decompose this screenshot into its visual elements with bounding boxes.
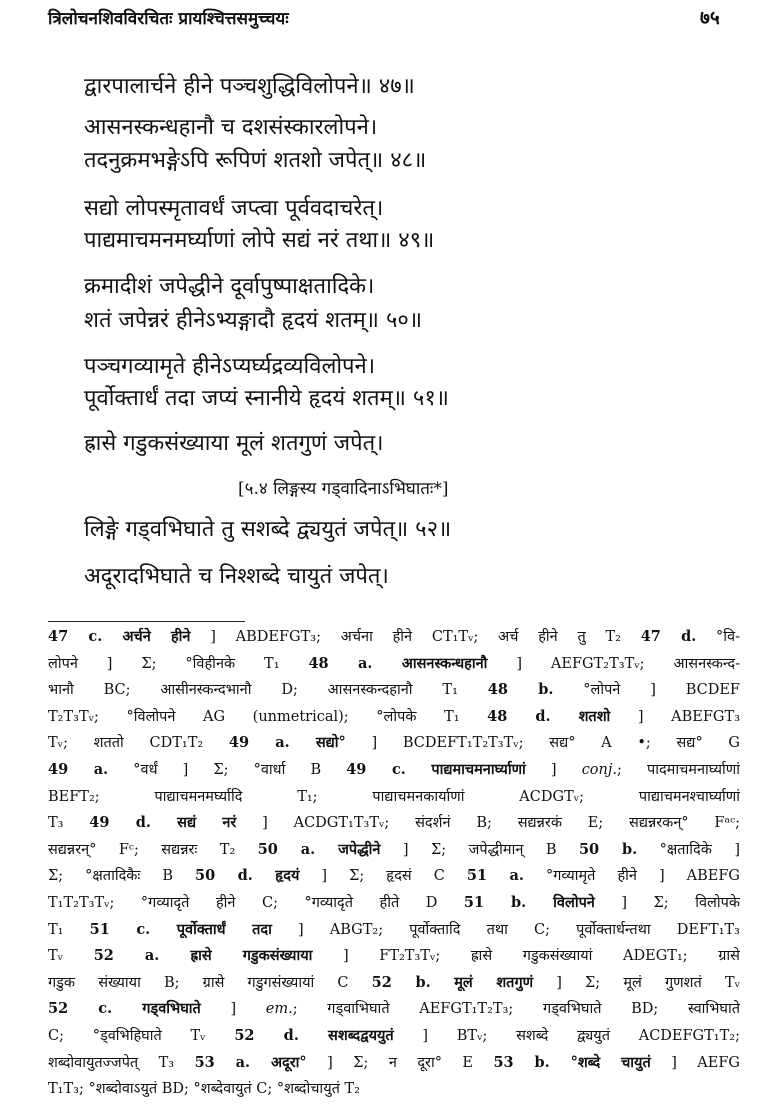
variant-text: सद्यन्नरन्° Fᶜ; सद्यन्नरः T₂ [48,841,258,858]
footnote-line [48,1079,740,1101]
lemma: 49 a. सद्यो° [228,734,346,752]
footnote-line [48,1026,740,1048]
page-number: ७५ [700,7,720,29]
footnote-line [48,973,740,995]
lemma: 47 d. [640,628,697,645]
variant-text: शब्दोवायुतज्जपेत् T₃ [48,1054,195,1071]
variant-text: ] Σ; जपेद्धीमान् B [380,841,579,858]
variant-text: ] [200,1001,266,1018]
running-header-title: त्रिलोचनशिवविरचितः प्रायश्चित्तसमुच्चयः [48,9,289,29]
footnote-line [48,813,740,835]
verse-line: सद्यो लोपस्मृतावर्धं जप्त्वा पूर्ववदाचरेत्। [84,196,384,221]
variant-text: ] BCDEFT₁T₂T₃Tᵥ; सद्य° A •; सद्य° G [345,735,740,752]
verse-line: तदनुक्रमभङ्गेऽपि रूपिणं शतशो जपेत्॥ ४८॥ [84,148,427,173]
footnote-line [48,787,740,809]
variant-text: ; गड्वाभिघाते AEFGT₁T₂T₃; गड्वभिघाते BD; स्वाभिघाते [292,1001,740,1018]
lemma: 51 c. पूर्वोक्तार्धं तदा [89,920,272,938]
variant-text: T₁ [48,921,90,938]
lemma: 50 d. हृदयं [195,867,300,885]
footnote-line [48,999,740,1021]
footnote-line [48,840,740,862]
variant-text: ; पादमाचमनार्घ्याणां [616,762,740,778]
variant-text: Σ; °क्षतादिकैः B [48,868,196,885]
verse-line: अदूरादभिघाते च निश्शब्दे चायुतं जपेत्। [84,564,389,589]
variant-text: conj. [581,762,617,778]
footnote-divider [48,621,245,622]
variant-text: °गव्यामृते हीने ] ABEFG [523,868,740,885]
footnote-line [48,760,740,782]
footnote-line [48,946,740,968]
verse-line: पूर्वोक्तार्धं तदा जप्यं स्नानीये हृदयं शतम्॥ ५१॥ [84,386,449,411]
variant-text: T₁T₃; °शब्दोवाऽयुतं BD; °शब्देवायुतं C; °शब्दोचायुतं T₂ [48,1081,360,1098]
variant-text: ] FT₂T₃Tᵥ; ह्रासे गडुकसंख्यायां ADEGT₁; ग्रासे [312,948,740,965]
variant-text: ] Σ; न दूरा° E [306,1054,494,1071]
variant-text: ] Σ; हृदसं C [299,868,467,885]
section-heading: [५.४ लिङ्गस्य गड्वादिनाऽभिघातः*] [238,479,449,499]
verse-line: आसनस्कन्धहानौ च दशसंस्कारलोपने। [84,115,378,140]
lemma: 49 a. [48,761,109,778]
footnote-line [48,680,740,702]
variant-text: ] AEFGT₂T₃Tᵥ; आसनस्कन्द- [487,655,740,672]
variant-text: ] ABEFGT₃ [610,708,740,725]
variant-text: BEFT₂; पाद्याचमनमर्घ्यादि T₁; पाद्याचमनकार्याणां ACDGTᵥ; पाद्याचमनश्चार्घ्याणां [48,788,740,805]
variant-text: ] [525,762,582,778]
footnote-line [48,866,740,888]
lemma: 50 b. [578,840,638,858]
variant-text: Tᵥ; शततो CDT₁T₂ [48,735,229,752]
verse-line: क्रमादीशं जपेद्धीने दूर्वापुष्पाक्षतादिके। [84,274,375,299]
variant-text: T₃ [48,815,90,832]
variant-text: T₂T₃Tᵥ; °विलोपने AG (unmetrical); °लोपके T₁ [48,708,488,725]
lemma: 53 b. °शब्दे चायुतं [493,1053,651,1071]
variant-text: ] Σ; विलोपके [594,895,740,911]
lemma: 48 a. आसनस्कन्धहानौ [308,654,488,672]
variant-text: गडुक संख्याया B; ग्रासे गडुगसंख्यायां C [48,974,372,991]
lemma: 51 a. [466,867,524,885]
variant-text: लोपने ] Σ; °विहीनके T₁ [48,655,309,672]
variant-text: °वि- [696,629,740,645]
footnote-line [48,1053,740,1075]
lemma: 52 d. सशब्दद्वययुतं [234,1027,394,1044]
lemma: 49 c. पाद्यमाचमनार्घ्याणां [346,761,526,778]
lemma: 47 c. अर्चने हीने [48,628,191,645]
variant-text: °लोपने ] BCDEF [553,682,740,699]
footnote-line [48,707,740,729]
verse-line: ह्रासे गडुकसंख्याया मूलं शतगुणं जपेत्। [84,431,384,456]
footnote-line [48,920,740,942]
lemma: 48 d. शतशो [487,707,611,725]
variant-text: ] BTᵥ; सशब्दे द्व्ययुतं ACDEFGT₁T₂; [393,1028,740,1044]
variant-text: °क्षतादिके ] [637,841,740,858]
lemma: 49 d. सद्यं नरं [89,814,237,832]
variant-text: °वर्धं ] Σ; °वार्धा B [108,762,347,778]
variant-text: ] ABDEFGT₃; अर्चना हीने CT₁Tᵥ; अर्च हीने तु T₂ [190,629,641,645]
variant-text: ] ACDGT₁T₃Tᵥ; संदर्शनं B; सद्यन्नरकं E; सद्यन्नरकन्° Fᵃᶜ; [236,815,740,832]
lemma: 48 b. [487,681,554,699]
variant-text: ] ABGT₂; पूर्वोक्तादि तथा C; पूर्वोक्तार्धन्तथा DEFT₁T₃ [271,921,740,938]
variant-text: Tᵥ [48,948,94,965]
variant-text: T₁T₂T₃Tᵥ; °गव्यादृते हीने C; °गव्यादृते हीते D [48,895,464,911]
lemma: 50 a. जपेद्धीने [257,840,381,858]
lemma: 53 a. अदूरा° [194,1053,307,1071]
footnote-line [48,893,740,915]
footnote-line [48,654,740,676]
lemma: 52 c. गड्वभिघाते [48,1000,201,1018]
verse-line: पाद्यमाचमनमर्घ्याणां लोपे सद्यं नरं तथा॥ ४९॥ [84,228,435,253]
footnote-line [48,627,740,649]
verse-line: द्वारपालार्चने हीने पञ्चशुद्धिविलोपने॥ ४७॥ [84,74,415,99]
lemma: 52 a. ह्रासे गडुकसंख्याया [93,947,313,965]
variant-text: C; °ड्वभिहिघाते Tᵥ [48,1028,235,1044]
lemma: 52 b. मूलं शतगुणं [371,973,534,991]
variant-text: em. [265,1001,293,1018]
verse-line: पञ्चगव्यामृते हीनेऽप्यर्घ्यद्रव्यविलोपने। [84,354,376,379]
variant-text: भानौ BC; आसीनस्कन्दभानौ D; आसनस्कन्दहानौ T₁ [48,682,488,699]
variant-text: ] Σ; मूलं गुणशतं Tᵥ [533,974,740,991]
variant-text: ] AEFG [650,1054,740,1071]
footnote-line [48,733,740,755]
lemma: 51 b. विलोपने [463,894,595,911]
verse-line: लिङ्गे गड्वभिघाते तु सशब्दे द्व्ययुतं जपेत्॥ ५२॥ [84,517,452,542]
verse-line: शतं जपेन्नरं हीनेऽभ्यङ्गादौ हृदयं शतम्॥ ५०॥ [84,308,423,333]
